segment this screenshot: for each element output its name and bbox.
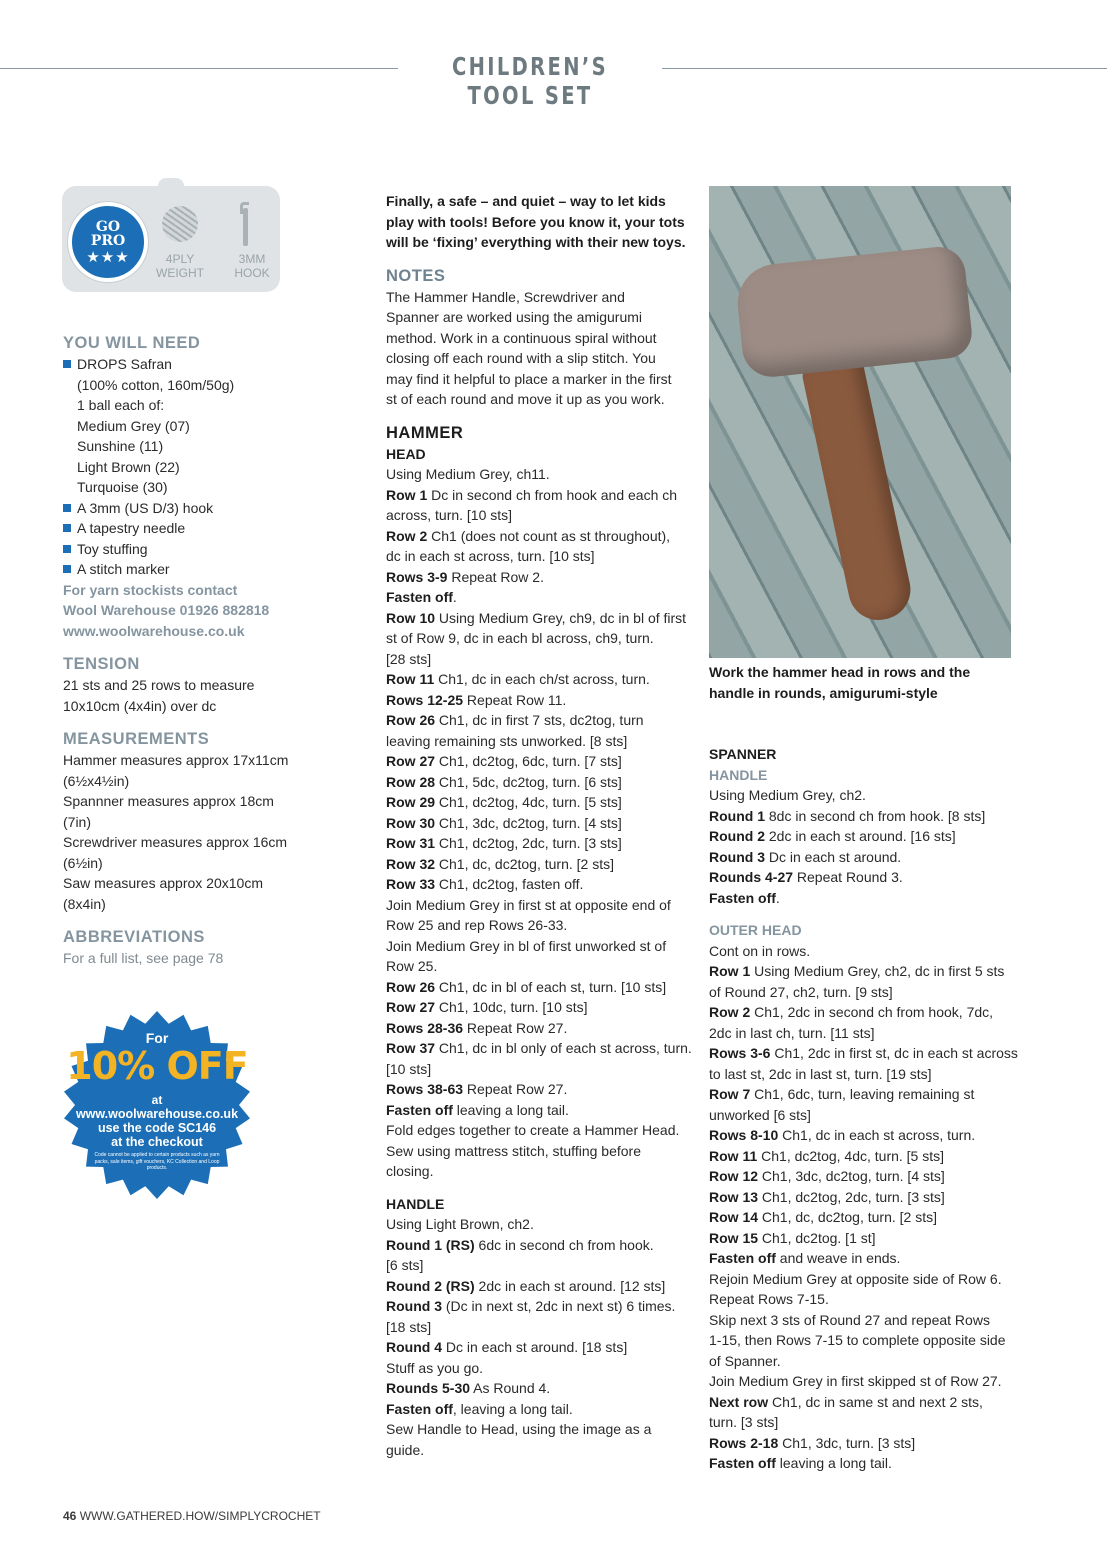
instruction-line: [709, 1207, 1029, 1228]
skill-level-icon: [68, 202, 148, 282]
instruction-text: Rejoin Medium Grey at opposite side of Row 6.: [709, 1270, 1002, 1287]
instruction-text: of Round 27, ch2, turn. [9 sts]: [709, 983, 893, 1000]
instruction-line: [709, 1125, 1029, 1146]
instruction-line: [709, 1187, 1029, 1208]
instruction-label: Next row: [709, 1393, 769, 1410]
abbreviations-note[interactable]: For a full list, see page 78: [63, 950, 224, 966]
instruction-text: Row 25 and rep Rows 26-33.: [386, 917, 568, 933]
instruction-line: [386, 1337, 696, 1358]
instruction-line: [709, 826, 1029, 847]
instruction-label: Round 1: [709, 807, 765, 824]
spanner-handle-heading: HANDLE: [709, 766, 768, 783]
instruction-line: [386, 628, 696, 649]
hammer-photo: [709, 186, 1011, 658]
instruction-text: Repeat Row 27.: [463, 1019, 568, 1036]
sidebar-column: [63, 332, 333, 969]
instruction-text: Ch1, 3dc, turn. [3 sts]: [778, 1434, 916, 1451]
instruction-text: , leaving a long tail.: [452, 1400, 573, 1417]
instruction-line: [709, 867, 1029, 888]
measurement-line: (6½in): [63, 854, 103, 871]
instruction-line: [709, 1269, 1029, 1290]
instruction-line: [709, 982, 1029, 1003]
page-footer: [63, 1509, 321, 1523]
spanner-outer-head-instructions: [709, 941, 1029, 1474]
instruction-text: Dc in second ch from hook and each ch: [427, 486, 678, 503]
instruction-line: [709, 1228, 1029, 1249]
instruction-text: leaving remaining sts unworked. [8 sts]: [386, 732, 628, 749]
instruction-label: Row 29: [386, 794, 436, 810]
instruction-line: [386, 526, 696, 547]
spanner-handle-instructions: [709, 785, 1029, 908]
instruction-line: [709, 1433, 1029, 1454]
measurement-line: Saw measures approx 20x10cm: [63, 875, 263, 891]
instruction-text: 2dc in last ch, turn. [11 sts]: [709, 1024, 875, 1041]
instruction-line: [709, 1453, 1029, 1474]
instruction-label: Row 31: [386, 835, 436, 851]
colour-item: Turquoise (30): [77, 479, 168, 495]
instruction-text: Ch1, dc in first 7 sts, dc2tog, turn: [435, 712, 644, 728]
instruction-line: [386, 1317, 696, 1338]
hammer-handle-heading: HANDLE: [386, 1195, 445, 1212]
instruction-text: (Dc in next st, 2dc in next st) 6 times.: [442, 1298, 676, 1314]
instruction-line: [709, 1043, 1029, 1064]
instruction-line: [386, 1378, 696, 1399]
instruction-text: Using Light Brown, ch2.: [386, 1216, 534, 1232]
instruction-line: [709, 1330, 1029, 1351]
instruction-text: Ch1, dc, dc2tog, turn. [2 sts]: [758, 1209, 937, 1225]
instruction-text: Ch1, dc2tog, 6dc, turn. [7 sts]: [435, 753, 622, 769]
instruction-text: Dc in each st around. [18 sts]: [442, 1339, 628, 1355]
instruction-text: Cont on in rows.: [709, 942, 811, 959]
caption-line: Work the hammer head in rows and the: [709, 664, 971, 680]
instruction-label: Row 12: [709, 1168, 759, 1184]
instruction-line: [709, 1351, 1029, 1372]
promo-small-print: Code cannot be applied to certain products such as yarn packs, sale items, gift vouchers, KC Collection and Loop products.: [94, 1152, 220, 1171]
instruction-text: .: [452, 589, 457, 605]
hammer-handle-instructions: [386, 1214, 696, 1460]
instruction-label: Row 27: [386, 753, 436, 769]
page-title: CHILDREN’S TOOL SET: [451, 52, 608, 110]
hook-size-label: [222, 252, 282, 280]
supply-item: A tapestry needle: [63, 518, 333, 539]
instruction-text: Using Medium Grey, ch2, dc in first 5 sts: [750, 963, 1005, 979]
instruction-line: [386, 649, 696, 670]
instruction-label: Round 2: [709, 828, 765, 844]
instruction-label: Row 26: [386, 712, 436, 728]
instruction-line: [709, 888, 1029, 909]
instruction-text: Ch1, 2dc in first st, dc in each st across: [770, 1045, 1018, 1061]
intro-line: play with tools! Before you know it, your tots: [386, 213, 685, 230]
caption-line: handle in rounds, amigurumi-style: [709, 684, 938, 701]
promo-code: use the code SC146: [97, 1121, 217, 1135]
instruction-label: Rows 2-18: [709, 1434, 779, 1451]
instruction-line: [386, 608, 696, 629]
instruction-text: Ch1, 2dc in second ch from hook, 7dc,: [750, 1004, 994, 1020]
measurement-line: (8x4in): [63, 895, 106, 912]
instruction-line: [386, 813, 696, 834]
instruction-label: Row 26: [386, 978, 436, 995]
instruction-line: [709, 1146, 1029, 1167]
instruction-line: [386, 1255, 696, 1276]
instruction-text: Skip next 3 sts of Round 27 and repeat Rows: [709, 1311, 990, 1328]
instruction-label: Rounds 4-27: [709, 869, 794, 885]
colour-item: Light Brown (22): [77, 458, 180, 475]
instruction-line: [386, 1419, 696, 1440]
instruction-text: [6 sts]: [386, 1257, 424, 1273]
notes-line: may find it helpful to place a marker in the first: [386, 370, 672, 387]
instruction-text: closing.: [386, 1163, 434, 1179]
promo-for: For: [145, 1030, 169, 1046]
supply-item: A 3mm (US D/3) hook: [63, 498, 333, 519]
instruction-text: across, turn. [10 sts]: [386, 507, 513, 523]
instruction-label: Rows 12-25: [386, 691, 464, 708]
instruction-text: Ch1, dc, dc2tog, turn. [2 sts]: [435, 855, 614, 872]
instruction-text: Ch1, dc in bl only of each st across, turn.: [435, 1040, 692, 1056]
instruction-line: [386, 1358, 696, 1379]
hammer-head-image: [734, 244, 974, 379]
instruction-line: [386, 731, 696, 752]
instruction-line: [386, 1440, 696, 1461]
instruction-label: Round 2 (RS): [386, 1277, 475, 1294]
instruction-text: Row 25.: [386, 958, 438, 974]
instruction-label: Row 27: [386, 999, 436, 1015]
instruction-label: Round 3: [386, 1298, 442, 1314]
instruction-line: [386, 1276, 696, 1297]
instruction-text: 2dc in each st around. [12 sts]: [474, 1277, 666, 1294]
supply-item: Toy stuffing: [63, 539, 333, 560]
instruction-line: [386, 997, 696, 1018]
stockist-phone: Wool Warehouse 01926 882818: [63, 602, 270, 618]
instruction-text: leaving a long tail.: [775, 1455, 892, 1471]
instruction-label: Round 1 (RS): [386, 1236, 475, 1253]
instruction-line: [386, 567, 696, 588]
spanner-heading: SPANNER: [709, 746, 777, 762]
instruction-line: [386, 1161, 696, 1182]
promo-url[interactable]: www.woolwarehouse.co.uk: [75, 1107, 239, 1121]
instruction-text: 1-15, then Rows 7-15 to complete opposite side: [709, 1332, 1006, 1348]
instruction-text: Ch1, dc2tog, 2dc, turn. [3 sts]: [758, 1188, 945, 1205]
instruction-line: [386, 546, 696, 567]
instruction-text: unworked [6 sts]: [709, 1106, 811, 1123]
intro-text: [386, 191, 696, 253]
instruction-text: Ch1, dc in each ch/st across, turn.: [434, 671, 650, 687]
intro-line: Finally, a safe – and quiet – way to let kids: [386, 193, 666, 209]
colour-item: Sunshine (11): [77, 438, 164, 454]
instruction-label: Round 4: [386, 1339, 442, 1355]
instruction-line: [709, 1310, 1029, 1331]
instruction-text: Repeat Row 27.: [463, 1081, 568, 1097]
instruction-line: [709, 847, 1029, 868]
promo-at: at: [151, 1093, 163, 1107]
instruction-text: Ch1, 3dc, dc2tog, turn. [4 sts]: [435, 814, 622, 831]
instruction-line: [386, 505, 696, 526]
footer-url[interactable]: WWW.GATHERED.HOW/SIMPLYCROCHET: [79, 1509, 321, 1523]
promo-percent: 10% OFF: [66, 1044, 248, 1088]
instruction-line: [386, 1100, 696, 1121]
instruction-label: Row 2: [386, 527, 428, 544]
you-will-need-heading: YOU WILL NEED: [63, 334, 201, 352]
instruction-text: Sew using mattress stitch, stuffing before: [386, 1142, 641, 1159]
instruction-text: turn. [3 sts]: [709, 1414, 779, 1430]
yarn-weight-line2: WEIGHT: [156, 266, 204, 280]
tension-line: 21 sts and 25 rows to measure: [63, 677, 255, 693]
hammer-head-heading: HEAD: [386, 445, 426, 462]
instruction-label: Row 7: [709, 1086, 751, 1102]
tension-line: 10x10cm (4x4in) over dc: [63, 697, 217, 714]
instruction-line: [386, 1296, 696, 1317]
instruction-text: [18 sts]: [386, 1318, 432, 1335]
instruction-text: Sew Handle to Head, using the image as a: [386, 1421, 652, 1437]
instruction-line: [386, 833, 696, 854]
notes-line: method. Work in a continuous spiral without: [386, 329, 657, 346]
instruction-text: Ch1, dc2tog, fasten off.: [435, 876, 584, 892]
instruction-text: and weave in ends.: [775, 1250, 901, 1266]
measurement-line: (6½x4½in): [63, 772, 130, 789]
instruction-text: Repeat Row 11.: [463, 691, 567, 708]
notes-line: Spanner are worked using the amigurumi: [386, 309, 643, 325]
instruction-label: Row 28: [386, 773, 436, 790]
instruction-line: [386, 464, 696, 485]
photo-caption: [709, 662, 1009, 703]
instruction-text: Using Medium Grey, ch2.: [709, 787, 866, 803]
skill-level-line2: PRO: [90, 233, 126, 249]
instruction-line: [386, 1120, 696, 1141]
instruction-text: Using Medium Grey, ch9, dc in bl of first: [435, 609, 687, 626]
instruction-text: Ch1, 5dc, dc2tog, turn. [6 sts]: [435, 773, 622, 790]
hook-size-line2: HOOK: [234, 266, 270, 280]
instruction-text: [28 sts]: [386, 650, 432, 667]
instruction-label: Rows 28-36: [386, 1019, 464, 1036]
instruction-label: Fasten off: [709, 1250, 776, 1266]
instruction-text: 2dc in each st around. [16 sts]: [765, 828, 956, 844]
instruction-text: .: [775, 889, 780, 906]
instruction-label: Fasten off: [386, 1101, 453, 1118]
instruction-text: Using Medium Grey, ch11.: [386, 466, 550, 482]
instruction-label: Row 11: [386, 671, 435, 687]
instruction-label: Row 33: [386, 876, 436, 892]
instruction-line: [386, 772, 696, 793]
instruction-line: [386, 751, 696, 772]
measurement-line: Hammer measures approx 17x11cm: [63, 752, 289, 768]
instruction-line: [709, 961, 1029, 982]
yarn-detail: (100% cotton, 160m/50g): [77, 376, 235, 393]
instruction-text: Ch1, 6dc, turn, leaving remaining st: [750, 1086, 975, 1102]
instruction-line: [386, 915, 696, 936]
instruction-label: Row 14: [709, 1209, 759, 1225]
instruction-line: [386, 1235, 696, 1256]
instruction-line: [709, 1023, 1029, 1044]
instruction-line: [386, 977, 696, 998]
instruction-line: [709, 1084, 1029, 1105]
colour-item: Medium Grey (07): [77, 417, 190, 434]
instruction-text: Join Medium Grey in first skipped st of Row 27.: [709, 1373, 1002, 1389]
instruction-text: Ch1, dc2tog, 4dc, turn. [5 sts]: [757, 1147, 945, 1164]
skill-stars: ★★★: [86, 249, 130, 266]
instruction-line: [386, 690, 696, 711]
hammer-handle-image: [800, 352, 916, 625]
yarn-weight-line1: 4PLY: [165, 252, 195, 266]
spanner-outer-head-heading: OUTER HEAD: [709, 922, 802, 938]
notes-body: [386, 287, 696, 410]
skill-level-line1: GO: [95, 219, 121, 235]
instruction-line: [709, 1289, 1029, 1310]
instruction-line: [386, 956, 696, 977]
hammer-heading: HAMMER: [386, 423, 464, 442]
instruction-label: Fasten off: [709, 889, 776, 906]
instruction-text: Ch1 (does not count as st throughout),: [427, 527, 671, 544]
measurement-line: Screwdriver measures approx 16cm: [63, 834, 288, 850]
discount-promo[interactable]: [62, 1010, 252, 1200]
instruction-text: Ch1, dc2tog, 2dc, turn. [3 sts]: [435, 835, 622, 851]
yarn-ball-icon: [162, 206, 198, 242]
instruction-text: Stuff as you go.: [386, 1359, 484, 1376]
instruction-line: [386, 1399, 696, 1420]
instruction-text: st of Row 9, dc in each bl across, ch9, turn.: [386, 630, 654, 646]
instruction-text: Ch1, dc in same st and next 2 sts,: [768, 1393, 983, 1410]
instruction-line: [386, 587, 696, 608]
header-rule-left: [0, 68, 398, 69]
instruction-line: [386, 792, 696, 813]
spanner-column: [709, 744, 1029, 1474]
instruction-line: [386, 936, 696, 957]
instruction-text: dc in each st across, turn. [10 sts]: [386, 548, 595, 564]
instruction-text: Repeat Rows 7-15.: [709, 1291, 829, 1307]
instruction-line: [386, 1079, 696, 1100]
instruction-text: Repeat Round 3.: [793, 869, 903, 885]
instruction-text: guide.: [386, 1441, 425, 1458]
instruction-line: [709, 1371, 1029, 1392]
instruction-text: Ch1, 10dc, turn. [10 sts]: [435, 999, 588, 1015]
notes-line: The Hammer Handle, Screwdriver and: [386, 288, 625, 305]
instruction-label: Row 11: [709, 1147, 758, 1164]
instruction-line: [386, 1141, 696, 1162]
instruction-label: Rows 8-10: [709, 1127, 779, 1143]
hammer-head-instructions: [386, 464, 696, 1182]
stockist-line: For yarn stockists contact: [63, 581, 238, 598]
instruction-line: [386, 895, 696, 916]
tension-heading: TENSION: [63, 655, 140, 673]
notes-line: closing off each round with a slip stitch. You: [386, 350, 656, 366]
measurement-line: Spannner measures approx 18cm: [63, 793, 274, 809]
instruction-line: [709, 1166, 1029, 1187]
instruction-text: to last st, 2dc in last st, turn. [19 sts]: [709, 1065, 932, 1082]
instruction-text: Fold edges together to create a Hammer Head.: [386, 1122, 680, 1138]
instruction-line: [386, 854, 696, 875]
yarn-weight-label: [150, 252, 210, 280]
measurement-line: (7in): [63, 813, 92, 830]
instruction-text: leaving a long tail.: [452, 1101, 569, 1118]
skill-badge: [62, 186, 280, 292]
instruction-text: Ch1, dc2tog. [1 st]: [758, 1229, 876, 1246]
hook-size-line1: 3MM: [238, 252, 266, 266]
instruction-label: Row 37: [386, 1040, 436, 1056]
instruction-label: Rows 3-9: [386, 568, 448, 585]
instruction-label: Rounds 5-30: [386, 1380, 471, 1396]
instruction-label: Row 10: [386, 609, 436, 626]
instruction-line: [709, 1248, 1029, 1269]
instruction-line: [386, 1018, 696, 1039]
header-rule-right: [662, 68, 1107, 69]
instruction-text: [10 sts]: [386, 1060, 432, 1077]
instruction-text: 8dc in second ch from hook. [8 sts]: [765, 807, 986, 824]
measurements-heading: MEASUREMENTS: [63, 730, 210, 748]
ball-note: 1 ball each of:: [77, 397, 165, 413]
instruction-line: [709, 941, 1029, 962]
instruction-text: Join Medium Grey in first st at opposite end of: [386, 896, 671, 913]
instruction-line: [709, 1105, 1029, 1126]
instruction-line: [709, 1002, 1029, 1023]
instruction-line: [386, 1038, 696, 1059]
instruction-text: Join Medium Grey in bl of first unworked st of: [386, 937, 667, 954]
instruction-line: [709, 785, 1029, 806]
instruction-label: Fasten off: [709, 1455, 776, 1471]
instruction-label: Round 3: [709, 848, 765, 865]
instruction-label: Row 32: [386, 855, 436, 872]
instruction-label: Row 1: [709, 963, 751, 979]
main-column: [386, 191, 696, 1460]
supply-item: A stitch marker: [63, 559, 333, 580]
instruction-text: Ch1, dc in each st across, turn.: [778, 1127, 976, 1143]
instruction-text: Ch1, dc2tog, 4dc, turn. [5 sts]: [435, 794, 622, 810]
instruction-line: [386, 710, 696, 731]
instruction-text: Repeat Row 2.: [447, 568, 544, 585]
instruction-label: Row 30: [386, 814, 436, 831]
instruction-text: 6dc in second ch from hook.: [474, 1236, 654, 1253]
instruction-text: Ch1, 3dc, dc2tog, turn. [4 sts]: [758, 1168, 945, 1184]
notes-line: st of each round and move it up as you work.: [386, 391, 665, 407]
instruction-label: Fasten off: [386, 589, 453, 605]
instruction-label: Row 13: [709, 1188, 759, 1205]
instruction-line: [386, 1214, 696, 1235]
instruction-label: Row 15: [709, 1229, 759, 1246]
instruction-label: Rows 3-6: [709, 1045, 771, 1061]
notes-heading: NOTES: [386, 266, 446, 285]
instruction-text: Dc in each st around.: [765, 848, 902, 865]
instruction-text: As Round 4.: [470, 1380, 551, 1396]
instruction-line: [386, 669, 696, 690]
abbreviations-heading: ABBREVIATIONS: [63, 928, 205, 946]
yarn-item: DROPS Safran: [63, 354, 333, 375]
instruction-line: [709, 1392, 1029, 1413]
instruction-line: [386, 874, 696, 895]
stockist-url[interactable]: www.woolwarehouse.co.uk: [63, 622, 245, 639]
instruction-label: Row 2: [709, 1004, 751, 1020]
instruction-line: [709, 1412, 1029, 1433]
instruction-line: [709, 806, 1029, 827]
instruction-text: of Spanner.: [709, 1352, 781, 1369]
instruction-label: Rows 38-63: [386, 1081, 464, 1097]
instruction-line: [386, 1059, 696, 1080]
instruction-label: Fasten off: [386, 1400, 453, 1417]
instruction-line: [709, 1064, 1029, 1085]
instruction-line: [386, 485, 696, 506]
promo-checkout: at the checkout: [111, 1135, 203, 1149]
page-number: 46: [63, 1509, 77, 1523]
instruction-text: Ch1, dc in bl of each st, turn. [10 sts]: [435, 978, 667, 995]
crochet-hook-icon: [240, 202, 250, 246]
intro-line: will be ‘fixing’ everything with their new toys.: [386, 234, 686, 250]
instruction-label: Row 1: [386, 486, 428, 503]
